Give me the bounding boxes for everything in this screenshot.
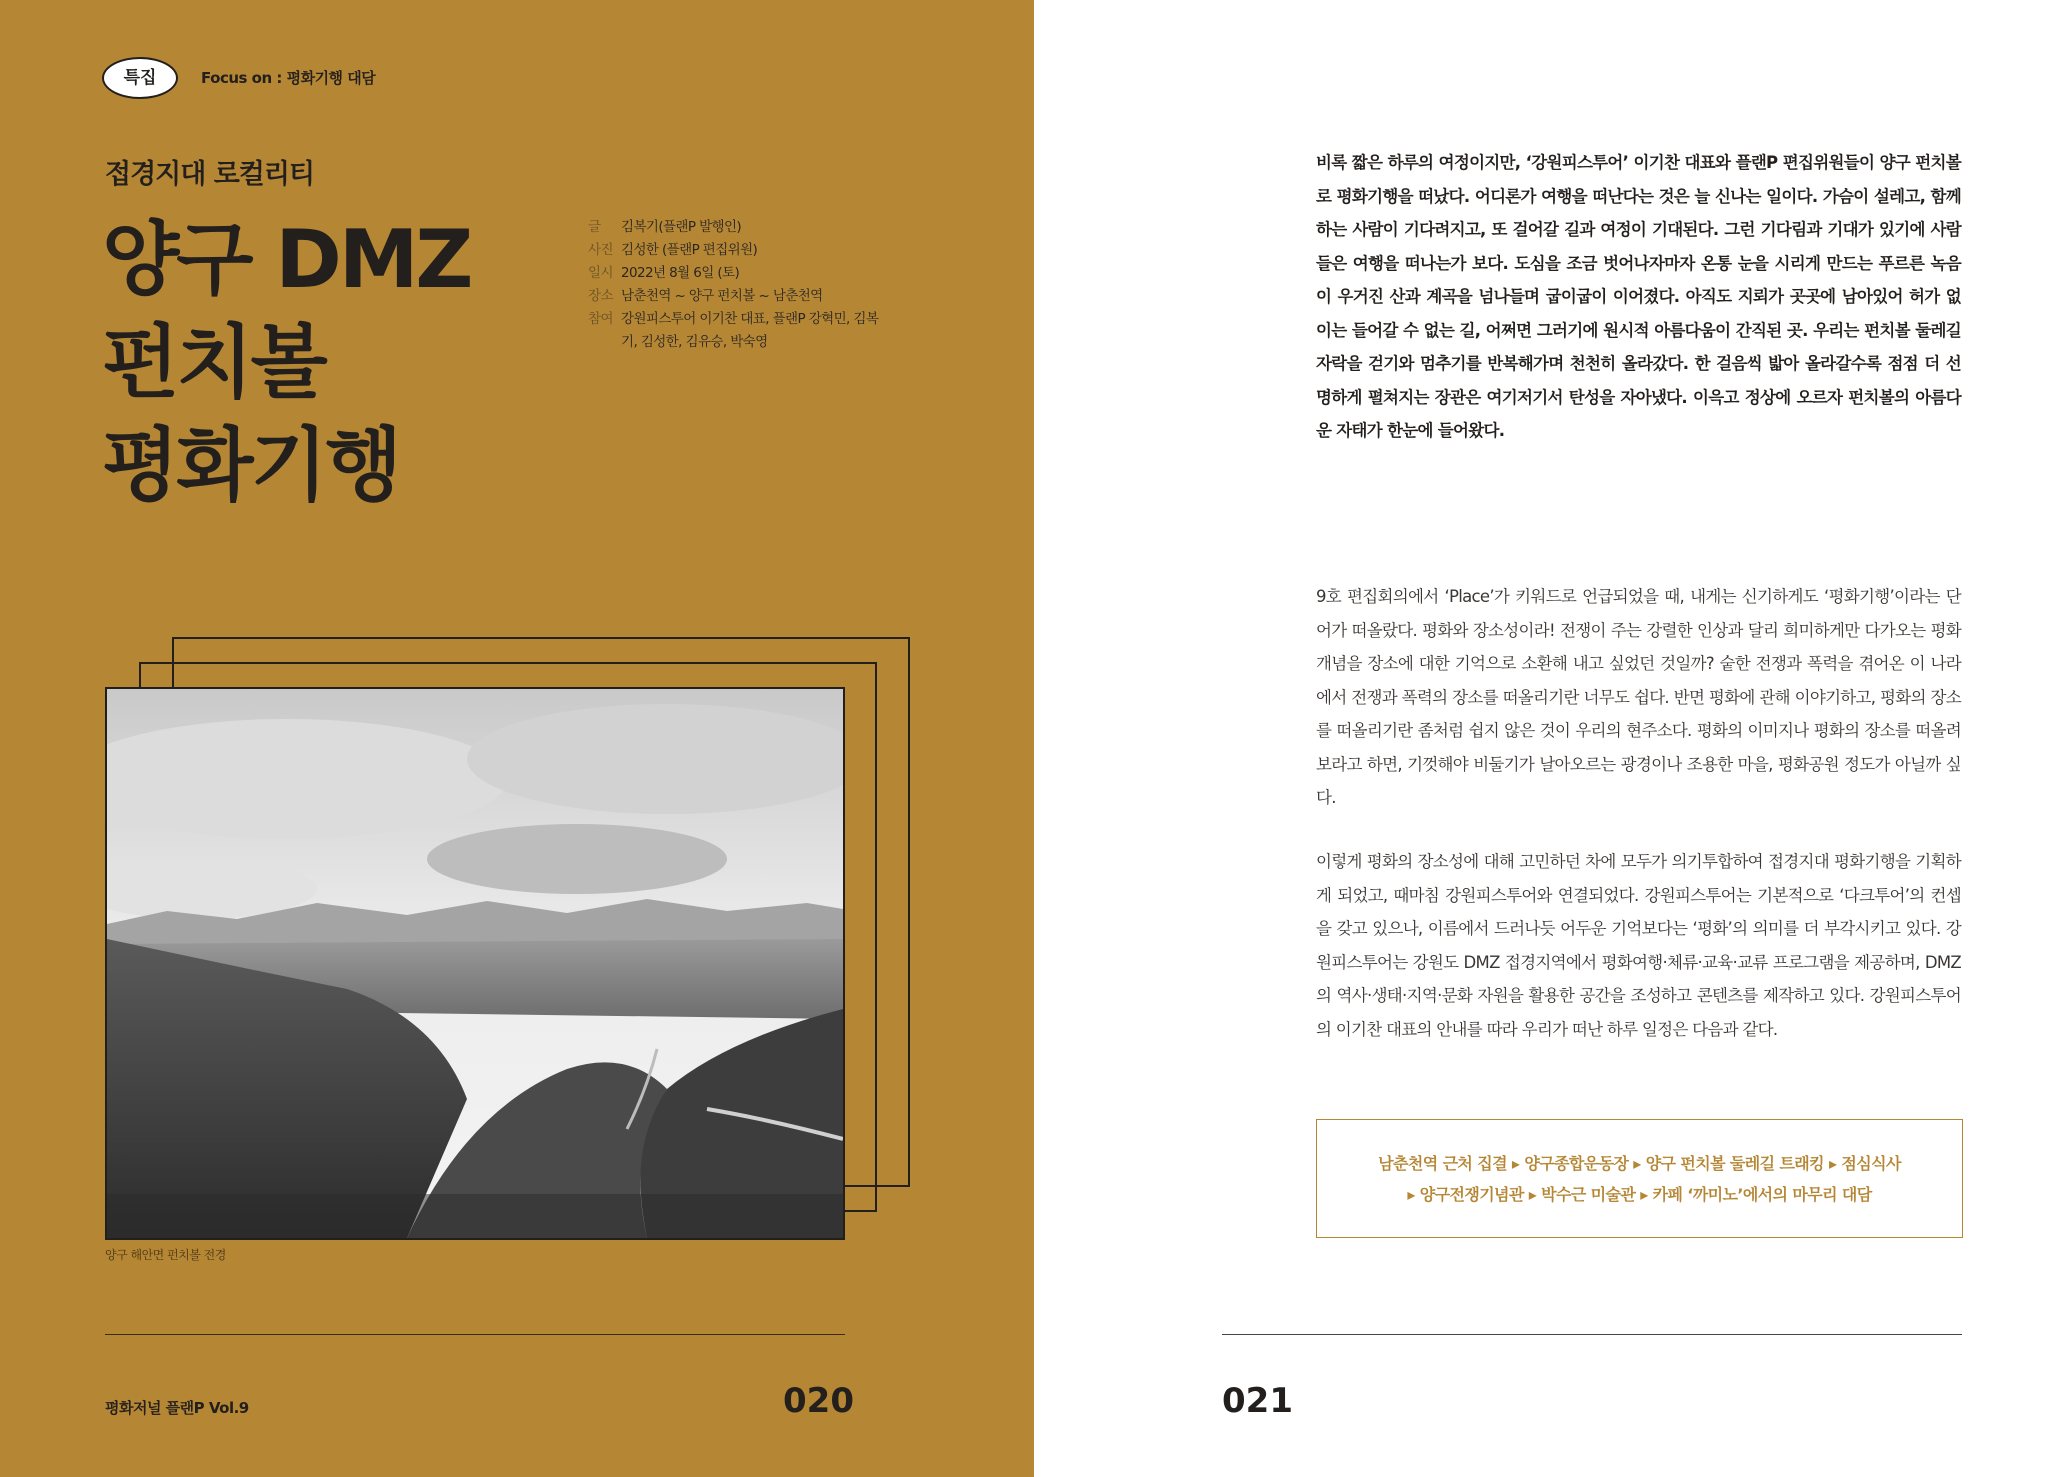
title-line: 양구 DMZ <box>102 213 471 306</box>
credit-key: 장소 <box>588 288 613 304</box>
landscape-photo <box>105 687 845 1240</box>
credit-value: 남춘천역 ~ 양구 펀치볼 ~ 남춘천역 <box>621 288 823 304</box>
credit-value: 강원피스투어 이기찬 대표, 플랜P 강혁민, 김복기, 김성한, 김유승, 박숙영 <box>621 311 879 350</box>
credit-key: 참여 <box>588 311 613 327</box>
itinerary-line: 남춘천역 근처 집결 ▸ 양구종합운동장 ▸ 양구 펀치볼 둘레길 트래킹 ▸ 점심식사 <box>1378 1154 1901 1173</box>
article-credits <box>588 216 888 354</box>
credit-row <box>588 308 888 354</box>
feature-badge: 특집 <box>102 57 178 99</box>
credit-row <box>588 262 888 285</box>
article-title <box>102 208 582 517</box>
itinerary-line: ▸ 양구전쟁기념관 ▸ 박수근 미술관 ▸ 카페 ‘까미노’에서의 마무리 대담 <box>1407 1185 1872 1204</box>
journal-name: 평화저널 플랜P Vol.9 <box>105 1399 249 1417</box>
itinerary-box <box>1316 1119 1963 1238</box>
divider <box>1222 1334 1962 1335</box>
focus-label: Focus on : 평화기행 대담 <box>201 69 376 87</box>
credit-key: 글 <box>588 219 601 235</box>
credit-row <box>588 285 888 308</box>
title-line: 평화기행 <box>102 419 400 512</box>
page-number: 021 <box>1222 1381 1293 1421</box>
title-line: 펀치볼 <box>102 316 325 409</box>
credit-key: 사진 <box>588 242 613 258</box>
photo-caption: 양구 해안면 펀치볼 전경 <box>105 1248 226 1262</box>
divider <box>105 1334 845 1335</box>
credit-value: 김성한 (플랜P 편집위원) <box>621 242 758 258</box>
credit-row <box>588 239 888 262</box>
body-paragraph: 9호 편집회의에서 ‘Place’가 키워드로 언급되었을 때, 내게는 신기하게도 ‘평화기행’이라는 단어가 떠올랐다. 평화와 장소성이라! 전쟁이 주는 강렬한 인상과 달리 희미하게만 다가오는 평화 개념을 장소에 대한 기억으로 소환해 내고 싶었던 것일까? 숱한 전쟁과 폭력을 겪어온 이 나라에서 전쟁과 폭력의 장소를 떠올리기란 너무도 쉽다. 반면 평화에 관해 이야기하고, 평화의 장소를 떠올리기란 좀처럼 쉽지 않은 것이 우리의 현주소다. 평화의 이미지나 평화의 장소를 떠올려보라고 하면, 기껏해야 비둘기가 날아오르는 광경이나 조용한 마을, 평화공원 정도가 아닐까 싶다. <box>1316 587 1961 807</box>
credit-value: 김복기(플랜P 발행인) <box>621 219 742 235</box>
credit-value: 2022년 8월 6일 (토) <box>621 265 740 281</box>
credit-key: 일시 <box>588 265 613 281</box>
page-number: 020 <box>783 1381 854 1421</box>
credit-row <box>588 216 888 239</box>
intro-paragraph: 비록 짧은 하루의 여정이지만, ‘강원피스투어’ 이기찬 대표와 플랜P 편집위원들이 양구 펀치볼로 평화기행을 떠났다. 어디론가 여행을 떠난다는 것은 늘 신나는 일이다. 가슴이 설레고, 함께 하는 사람이 기다려지고, 또 걸어갈 길과 여정이 기대된다. 그런 기다림과 기대가 있기에 사람들은 여행을 떠나는가 보다. 도심을 조금 벗어나자마자 온통 눈을 시리게 만드는 푸르른 녹음이 우거진 산과 계곡을 넘나들며 굽이굽이 이어졌다. 아직도 지뢰가 곳곳에 남아있어 허가 없이는 들어갈 수 없는 길, 어쩌면 그러기에 원시적 아름다움이 간직된 곳. 우리는 펀치볼 둘레길 자락을 걷기와 멈추기를 반복해가며 천천히 올라갔다. 한 걸음씩 밟아 올라갈수록 점점 더 선명하게 펼쳐지는 장관은 여기저기서 탄성을 자아냈다. 이윽고 정상에 오르자 펀치볼의 아름다운 자태가 한눈에 들어왔다. <box>1316 153 1961 440</box>
body-paragraph: 이렇게 평화의 장소성에 대해 고민하던 차에 모두가 의기투합하여 접경지대 평화기행을 기획하게 되었고, 때마침 강원피스투어와 연결되었다. 강원피스투어는 기본적으로 ‘다크투어’의 컨셉을 갖고 있으나, 이름에서 드러나듯 어두운 기억보다는 ‘평화’의 의미를 더 부각시키고 있다. 강원피스투어는 강원도 DMZ 접경지역에서 평화여행·체류·교육·교류 프로그램을 제공하며, DMZ의 역사·생태·지역·문화 자원을 활용한 공간을 조성하고 콘텐츠를 제작하고 있다. 강원피스투어의 이기찬 대표의 안내를 따라 우리가 떠난 하루 일정은 다음과 같다. <box>1316 852 1961 1039</box>
article-subtitle: 접경지대 로컬리티 <box>105 159 315 190</box>
